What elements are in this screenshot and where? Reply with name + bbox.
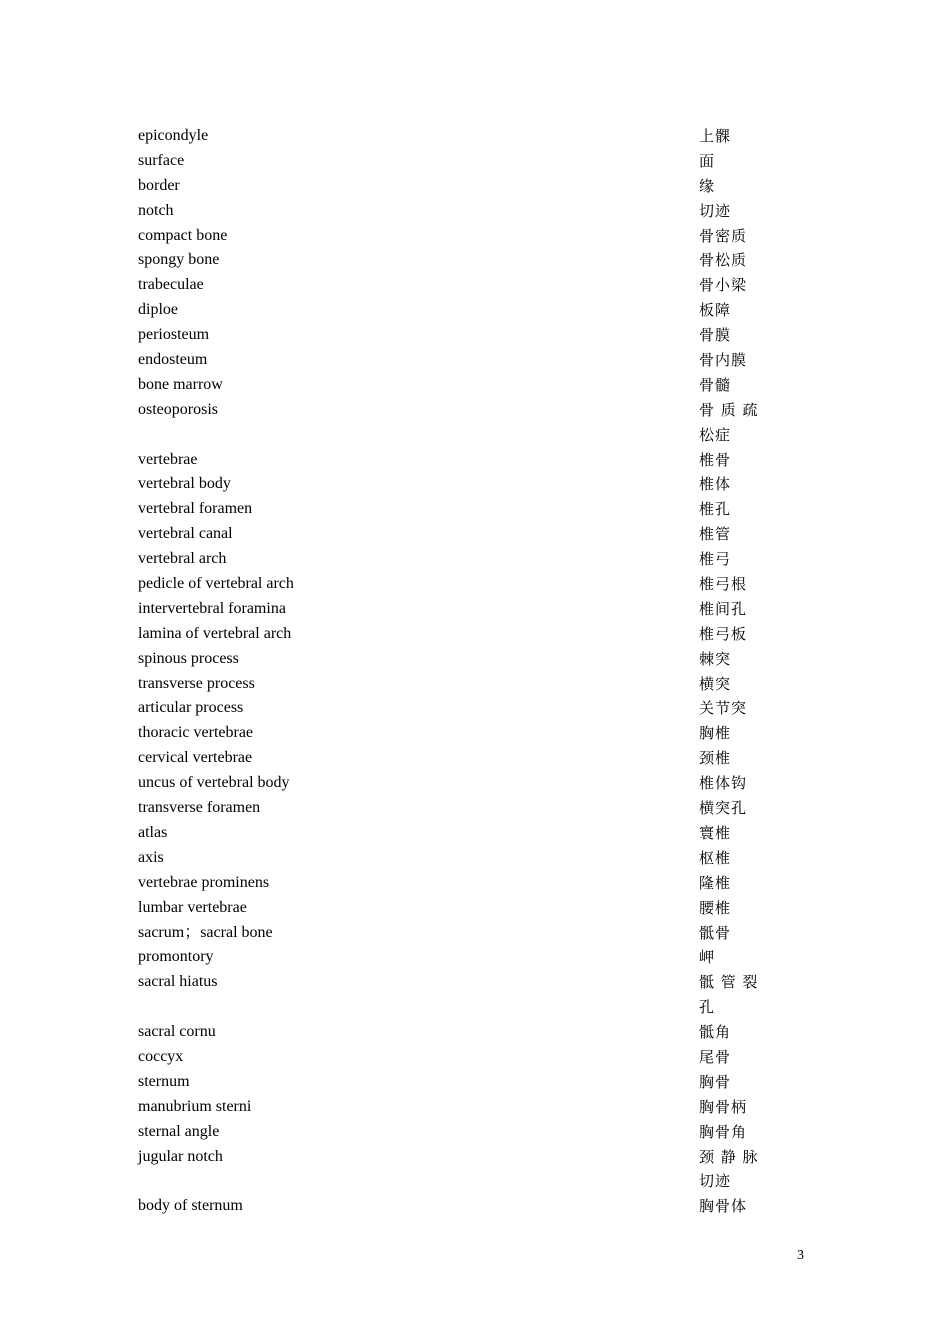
english-term: spongy bone [138, 251, 220, 269]
glossary-row [138, 472, 838, 497]
chinese-translation: 椎体 [699, 475, 732, 494]
glossary-row [138, 298, 838, 323]
glossary-row [138, 945, 838, 970]
english-term: trabeculae [138, 276, 204, 294]
english-term: sternum [138, 1072, 190, 1090]
english-term: spinous process [138, 649, 239, 667]
chinese-translation: 孔 [699, 998, 716, 1017]
chinese-translation: 上髁 [699, 127, 732, 145]
english-term: uncus of vertebral body [138, 774, 290, 792]
chinese-translation: 骨 质 疏 [699, 400, 758, 419]
chinese-translation: 颈椎 [699, 749, 732, 768]
english-term: body of sternum [138, 1197, 243, 1215]
glossary-row [138, 373, 838, 398]
chinese-translation: 椎体钩 [699, 774, 748, 793]
english-term: sternal angle [138, 1122, 220, 1140]
english-term: notch [138, 201, 174, 219]
glossary-row [138, 796, 838, 821]
english-term: transverse process [138, 674, 255, 692]
glossary-row [138, 174, 838, 199]
english-term: pedicle of vertebral arch [138, 575, 294, 593]
english-term: manubrium sterni [138, 1097, 252, 1115]
english-term: atlas [138, 823, 168, 841]
glossary-row [138, 224, 838, 249]
glossary-row [138, 248, 838, 273]
chinese-translation: 切迹 [699, 1172, 732, 1191]
glossary-row [138, 497, 838, 522]
glossary-row [138, 821, 838, 846]
glossary-row [138, 721, 838, 746]
glossary-row [138, 1120, 838, 1145]
chinese-translation: 切迹 [699, 201, 732, 220]
glossary-row [138, 572, 838, 597]
english-term: vertebral body [138, 475, 231, 493]
english-term [138, 1169, 699, 1194]
english-term: compact bone [138, 226, 228, 244]
chinese-translation: 横突 [699, 674, 732, 693]
glossary-row [138, 273, 838, 298]
chinese-translation: 胸骨角 [699, 1122, 748, 1141]
english-term: vertebrae prominens [138, 873, 270, 891]
chinese-translation: 骶 管 裂 [699, 973, 758, 992]
chinese-translation: 骨膜 [699, 326, 732, 345]
chinese-translation: 椎间孔 [699, 599, 748, 618]
chinese-translation: 骨松质 [699, 251, 748, 270]
english-term: diploe [138, 301, 178, 319]
chinese-translation: 骨髓 [699, 375, 732, 394]
chinese-translation: 棘突 [699, 649, 732, 668]
english-term: sacral cornu [138, 1023, 216, 1041]
chinese-translation: 椎管 [699, 525, 732, 544]
glossary-row [138, 696, 838, 721]
english-term: jugular notch [138, 1147, 223, 1165]
chinese-translation: 尾骨 [699, 1047, 732, 1066]
chinese-translation: 骶骨 [699, 923, 732, 942]
glossary-row [138, 398, 838, 423]
glossary-row [138, 672, 838, 697]
glossary-row [138, 871, 838, 896]
glossary-row [138, 547, 838, 572]
english-term: surface [138, 151, 185, 169]
english-term: vertebral foramen [138, 500, 253, 518]
glossary-row [138, 622, 838, 647]
glossary-row [138, 323, 838, 348]
english-term: transverse foramen [138, 799, 261, 817]
english-term: vertebral arch [138, 550, 227, 568]
chinese-translation: 松症 [699, 425, 732, 444]
glossary-row [138, 1194, 838, 1219]
english-term: lumbar vertebrae [138, 898, 247, 916]
glossary-row [138, 1020, 838, 1045]
glossary-row [138, 896, 838, 921]
english-term: vertebral canal [138, 525, 233, 543]
page-number: 3 [797, 1248, 804, 1263]
glossary-row [138, 846, 838, 871]
glossary-row [138, 423, 838, 448]
glossary-row [138, 1095, 838, 1120]
chinese-translation: 颈 静 脉 [699, 1147, 758, 1166]
glossary-row [138, 1045, 838, 1070]
chinese-translation: 骨密质 [699, 226, 748, 245]
glossary-row [138, 348, 838, 373]
chinese-translation: 寰椎 [699, 823, 732, 842]
english-term: intervertebral foramina [138, 599, 286, 617]
chinese-translation: 骨内膜 [699, 351, 748, 370]
chinese-translation: 腰椎 [699, 898, 732, 917]
chinese-translation: 横突孔 [699, 799, 748, 818]
chinese-translation: 胸骨体 [699, 1197, 748, 1216]
glossary-row [138, 597, 838, 622]
chinese-translation: 关节突 [699, 699, 748, 718]
english-term: vertebrae [138, 450, 198, 468]
glossary-row [138, 970, 838, 995]
chinese-translation: 椎弓板 [699, 624, 748, 643]
glossary-row [138, 522, 838, 547]
glossary-row [138, 995, 838, 1020]
chinese-translation: 骨小梁 [699, 276, 748, 295]
english-term: osteoporosis [138, 400, 218, 418]
chinese-translation: 胸椎 [699, 724, 732, 743]
chinese-translation: 岬 [699, 948, 716, 967]
chinese-translation: 椎弓根 [699, 575, 748, 594]
english-term [138, 423, 699, 448]
english-term: axis [138, 848, 164, 866]
glossary-row [138, 448, 838, 473]
chinese-translation: 椎孔 [699, 500, 732, 519]
glossary-row [138, 771, 838, 796]
english-term: coccyx [138, 1047, 184, 1065]
chinese-translation: 板障 [699, 301, 732, 320]
english-term: lamina of vertebral arch [138, 624, 292, 642]
english-term: endosteum [138, 351, 208, 369]
glossary-row [138, 199, 838, 224]
chinese-translation: 枢椎 [699, 848, 732, 867]
chinese-translation: 胸骨柄 [699, 1097, 748, 1116]
glossary-row [138, 1070, 838, 1095]
chinese-translation: 椎弓 [699, 550, 732, 569]
english-term: border [138, 176, 180, 194]
english-term: articular process [138, 699, 244, 717]
english-term: promontory [138, 948, 214, 966]
chinese-translation: 胸骨 [699, 1072, 732, 1091]
glossary-row [138, 746, 838, 771]
glossary-row [138, 921, 838, 946]
english-term: periosteum [138, 326, 210, 344]
glossary-list [138, 124, 838, 1219]
english-term [138, 995, 699, 1020]
glossary-row [138, 124, 838, 149]
chinese-translation: 缘 [699, 176, 716, 195]
english-term: cervical vertebrae [138, 749, 253, 767]
english-term: sacrum；sacral bone [138, 923, 273, 941]
chinese-translation: 隆椎 [699, 873, 732, 892]
glossary-row [138, 1145, 838, 1170]
chinese-translation: 面 [699, 151, 716, 170]
glossary-row [138, 1169, 838, 1194]
english-term: sacral hiatus [138, 973, 218, 991]
english-term: epicondyle [138, 127, 209, 144]
glossary-row [138, 647, 838, 672]
chinese-translation: 骶角 [699, 1023, 732, 1042]
english-term: thoracic vertebrae [138, 724, 254, 742]
english-term: bone marrow [138, 375, 223, 393]
chinese-translation: 椎骨 [699, 450, 732, 469]
glossary-row [138, 149, 838, 174]
